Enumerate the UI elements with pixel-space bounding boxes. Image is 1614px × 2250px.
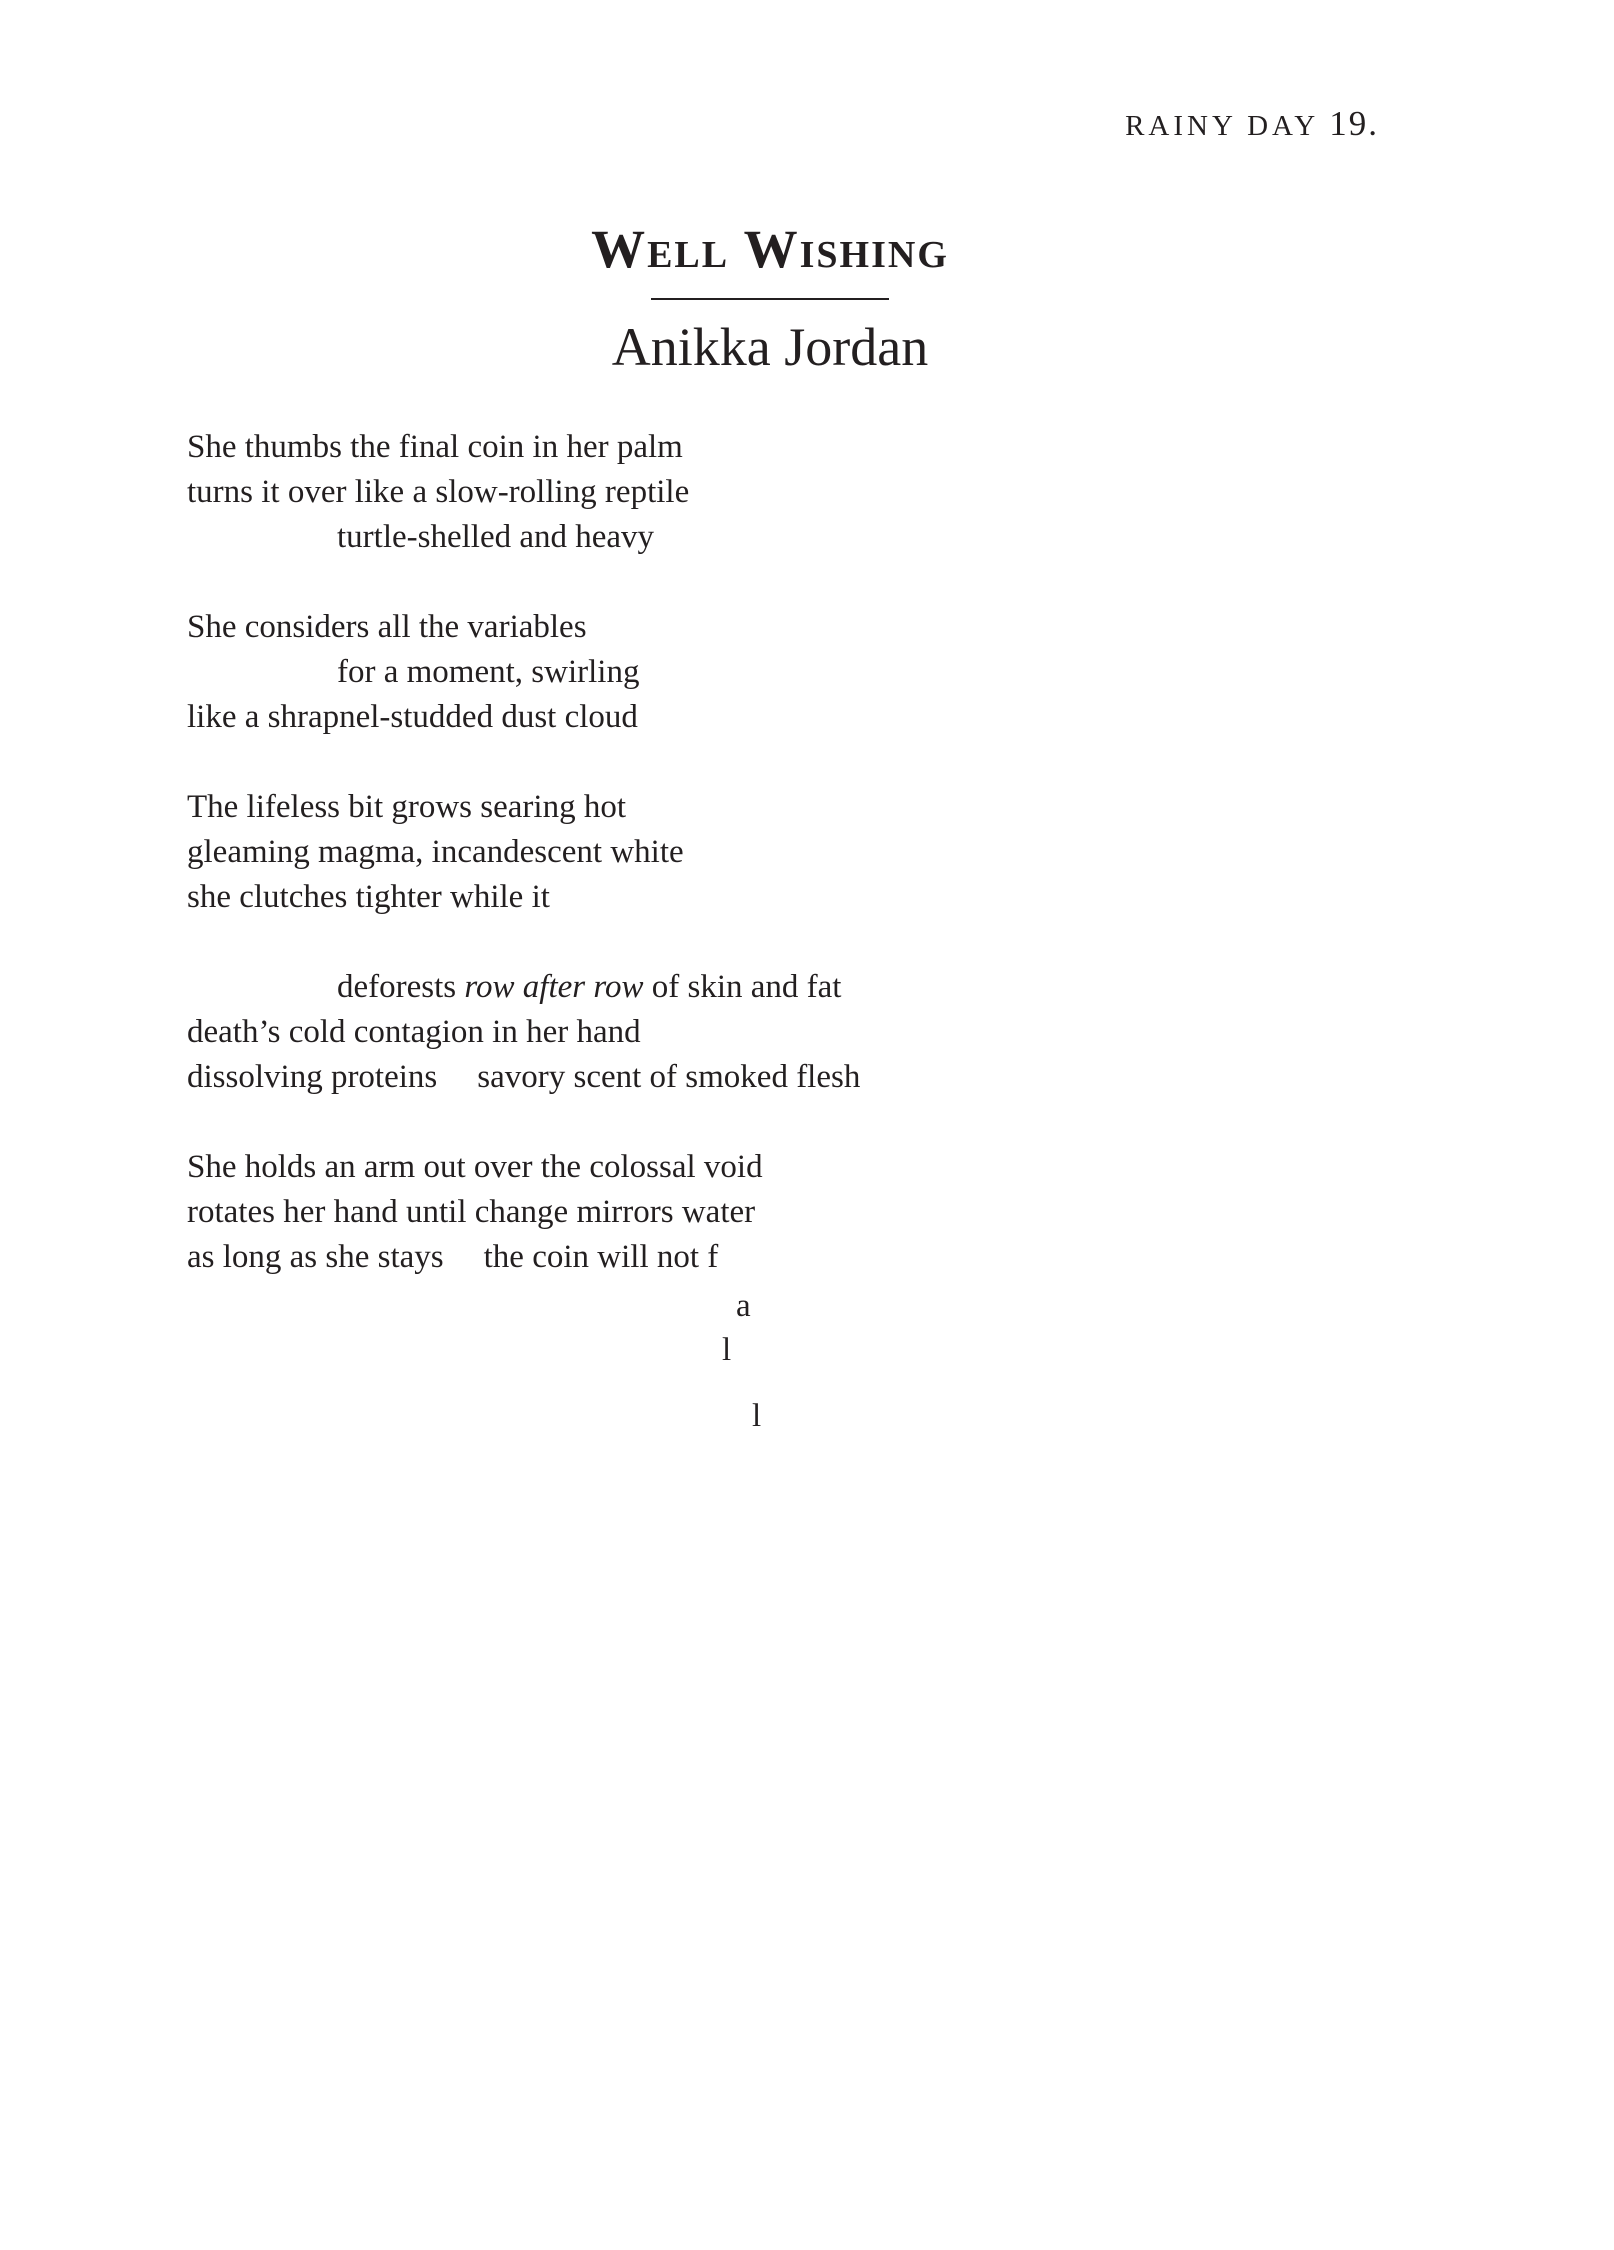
line-segment: of skin and fat xyxy=(651,969,842,1005)
falling-letter-l-2: l xyxy=(752,1398,762,1434)
italic-phrase: row after row xyxy=(464,969,644,1005)
poem-line: rotates her hand until change mirrors water xyxy=(187,1194,756,1230)
poem-title: Well Wishing xyxy=(591,219,949,279)
stanza-2 xyxy=(187,605,860,740)
poem-line: She considers all the variables xyxy=(187,609,587,645)
section-title: RAINY DAY xyxy=(1125,110,1320,142)
falling-letter-l-1: l xyxy=(722,1332,732,1368)
stanza-4 xyxy=(187,965,860,1100)
line-segment: the coin will not f xyxy=(483,1239,719,1275)
stanza-1 xyxy=(187,425,860,560)
poem-line: turns it over like a slow-rolling reptile xyxy=(187,474,690,510)
running-head xyxy=(1125,104,1379,144)
poem-line: She thumbs the final coin in her palm xyxy=(187,429,683,465)
title-block xyxy=(400,219,1140,377)
line-segment: savory scent of smoked flesh xyxy=(477,1059,861,1095)
title-divider xyxy=(651,298,889,300)
poem-line: She holds an arm out over the colossal void xyxy=(187,1149,763,1185)
line-segment: dissolving proteins xyxy=(187,1059,438,1095)
stanza-5 xyxy=(187,1145,860,1280)
poem-author: Anikka Jordan xyxy=(611,317,929,377)
poem-line: turtle-shelled and heavy xyxy=(337,519,655,555)
poem-line xyxy=(187,1055,860,1100)
falling-letter-a: a xyxy=(736,1288,751,1324)
poem-line: for a moment, swirling xyxy=(337,654,640,690)
stanza-3 xyxy=(187,785,860,920)
line-segment: as long as she stays xyxy=(187,1239,444,1275)
poem-line: gleaming magma, incandescent white xyxy=(187,834,684,870)
poem-line: she clutches tighter while it xyxy=(187,879,550,915)
page-number: 19. xyxy=(1329,104,1379,143)
line-segment: deforests xyxy=(337,969,457,1005)
poem-body xyxy=(187,425,860,1280)
poem-line xyxy=(187,1235,860,1280)
poem-line xyxy=(187,965,860,1010)
poem-line: like a shrapnel-studded dust cloud xyxy=(187,699,638,735)
poem-line: death’s cold contagion in her hand xyxy=(187,1014,641,1050)
poem-line: The lifeless bit grows searing hot xyxy=(187,789,626,825)
